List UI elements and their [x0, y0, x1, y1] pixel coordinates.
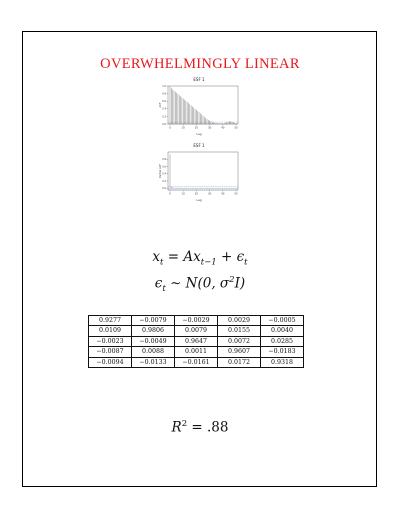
matrix-row — [89, 316, 304, 326]
pacf-ytick-label-4: 0.8 — [162, 158, 166, 162]
matrix-cell: 0.9607 — [218, 347, 261, 357]
matrix-cell: −0.0087 — [89, 347, 132, 357]
pacf-ytick-label-0: 0.0 — [162, 187, 166, 191]
acf-ytick-label-5: 1.0 — [162, 84, 166, 88]
var-equation: $x_t = Ax_{t-1} + \epsilon_t$ — [152, 249, 248, 268]
pacf-xtick-label-5: 50 — [234, 192, 238, 196]
acf-ylabel: ACF — [159, 102, 162, 108]
pacf-ylabel: Partial ACF — [159, 163, 162, 179]
acf-chart-xlabel: Lag — [196, 132, 202, 136]
acf-xtick-label-0: 0 — [169, 126, 171, 130]
pacf-xtick-label-1: 10 — [181, 192, 185, 196]
acf-xtick-label-3: 30 — [207, 126, 212, 130]
matrix-cell: 0.9806 — [132, 326, 175, 336]
acf-ytick-label-0: 0.0 — [162, 122, 166, 126]
pacf-chart-plot — [158, 150, 240, 198]
noise-equation: $\epsilon_t$ ∼ N(0, $\sigma^2I$) — [154, 275, 246, 295]
matrix-row — [89, 336, 304, 346]
matrix-row — [89, 357, 304, 367]
slide-title: OVERWHELMINGLY LINEAR — [100, 56, 300, 72]
matrix-row — [89, 326, 304, 336]
matrix-cell: 0.0172 — [218, 357, 261, 367]
acf-chart-plot — [158, 84, 240, 132]
matrix-cell: −0.0029 — [175, 316, 218, 326]
matrix-cell: 0.0109 — [89, 326, 132, 336]
pacf-chart-xlabel: Lag — [196, 198, 202, 202]
acf-chart-title: ESF 1 — [193, 77, 205, 82]
matrix-cell: 0.0155 — [218, 326, 261, 336]
pacf-chart — [158, 143, 240, 205]
matrix-cell: 0.0079 — [175, 326, 218, 336]
matrix-cell: −0.0094 — [89, 357, 132, 367]
matrix-cell: 0.0029 — [218, 316, 261, 326]
acf-xtick-label-1: 10 — [181, 126, 185, 130]
matrix-cell: 0.9277 — [89, 316, 132, 326]
acf-ytick-label-1: 0.2 — [162, 115, 166, 119]
matrix-cell: 0.0285 — [261, 336, 304, 346]
acf-ytick-label-3: 0.6 — [162, 100, 166, 104]
matrix-cell: −0.0023 — [89, 336, 132, 346]
coefficient-matrix-table — [88, 315, 304, 368]
matrix-cell: −0.0133 — [132, 357, 175, 367]
matrix-cell: 0.9318 — [261, 357, 304, 367]
matrix-cell: 0.9647 — [175, 336, 218, 346]
r-squared-value: $R^2 = .88$ — [171, 419, 229, 436]
pacf-xtick-label-2: 20 — [194, 192, 199, 196]
acf-ytick-label-4: 0.8 — [162, 92, 166, 96]
acf-ytick-label-2: 0.4 — [162, 107, 166, 111]
acf-chart — [158, 77, 240, 139]
pacf-xtick-label-4: 40 — [221, 192, 225, 196]
pacf-xtick-label-0: 0 — [169, 192, 171, 196]
matrix-cell: 0.0011 — [175, 347, 218, 357]
matrix-cell: −0.0049 — [132, 336, 175, 346]
pacf-xtick-label-3: 30 — [207, 192, 212, 196]
pacf-frame — [168, 152, 238, 190]
matrix-cell: −0.0079 — [132, 316, 175, 326]
pacf-ytick-label-3: 0.6 — [162, 165, 166, 169]
acf-xtick-label-2: 20 — [194, 126, 199, 130]
matrix-cell: 0.0088 — [132, 347, 175, 357]
matrix-cell: −0.0005 — [261, 316, 304, 326]
matrix-cell: 0.0072 — [218, 336, 261, 346]
pacf-chart-title: ESF 1 — [193, 143, 205, 148]
acf-xtick-label-5: 50 — [234, 126, 238, 130]
matrix-cell: −0.0161 — [175, 357, 218, 367]
pacf-ytick-label-1: 0.2 — [162, 179, 166, 183]
pacf-ytick-label-2: 0.4 — [162, 172, 166, 176]
acf-xtick-label-4: 40 — [221, 126, 225, 130]
matrix-row — [89, 347, 304, 357]
matrix-cell: −0.0183 — [261, 347, 304, 357]
matrix-cell: 0.0040 — [261, 326, 304, 336]
